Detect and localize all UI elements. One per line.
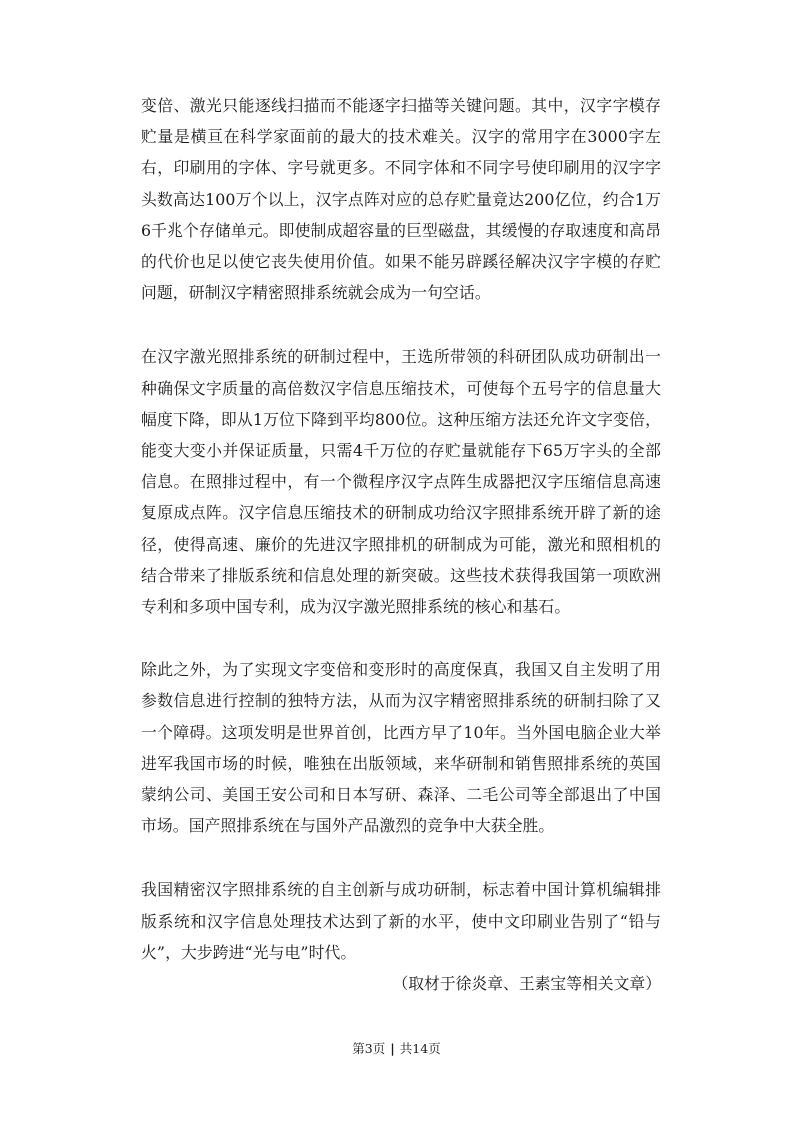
paragraph-1: 变倍、激光只能逐线扫描而不能逐字扫描等关键问题。其中，汉字字模存贮量是横亘在科学家面前的最大的技术难关。汉字的常用字在3000字左右，印刷用的字体、字号就更多。不同字体和不同字号使印刷用的汉字字头数高达100万个以上，汉字点阵对应的总存贮量竟达200亿位，约合1万6千兆个存储单元。即使制成超容量的巨型磁盘，其缓慢的存取速度和高昂的代价也足以使它丧失使用价值。如果不能另辟蹊径解决汉字字模的存贮问题，研制汉字精密照排系统就会成为一句空话。 [141, 96, 661, 303]
source-citation: （取材于徐炎章、王素宝等相关文章） [392, 974, 661, 993]
page-number-current: 第3页 [352, 1041, 386, 1056]
paragraph-2: 在汉字激光照排系统的研制过程中，王选所带领的科研团队成功研制出一种确保文字质量的高倍数汉字信息压缩技术，可使每个五号字的信息量大幅度下降，即从1万位下降到平均800位。这种压缩方法还允许文字变倍，能变大变小并保证质量，只需4千万位的存贮量就能存下65万字头的全部信息。在照排过程中，有一个微程序汉字点阵生成器把汉字压缩信息高速复原成点阵。汉字信息压缩技术的研制成功给汉字照排系统开辟了新的途径，使得高速、廉价的先进汉字照排机的研制成为可能，激光和照相机的结合带来了排版系统和信息处理的新突破。这些技术获得我国第一项欧洲专利和多项中国专利，成为汉字激光照排系统的核心和基石。 [141, 347, 661, 617]
page-number-total: 共14页 [399, 1041, 441, 1056]
paragraph-3: 除此之外，为了实现文字变倍和变形时的高度保真，我国又自主发明了用参数信息进行控制的独特方法，从而为汉字精密照排系统的研制扫除了又一个障碍。这项发明是世界首创，比西方早了10年。当外国电脑企业大举进军我国市场的时候，唯独在出版领域，来华研制和销售照排系统的英国蒙纳公司、美国王安公司和日本写研、森泽、二毛公司等全部退出了中国市场。国产照排系统在与国外产品激烈的竞争中大获全胜。 [141, 660, 661, 836]
article-body [141, 90, 661, 968]
page-footer [0, 1041, 793, 1057]
page-number-separator: | [390, 1041, 395, 1056]
paragraph-4: 我国精密汉字照排系统的自主创新与成功研制，标志着中国计算机编辑排版系统和汉字信息处理技术达到了新的水平，使中文印刷业告别了“铅与火”，大步跨进“光与电”时代。 [141, 880, 661, 962]
